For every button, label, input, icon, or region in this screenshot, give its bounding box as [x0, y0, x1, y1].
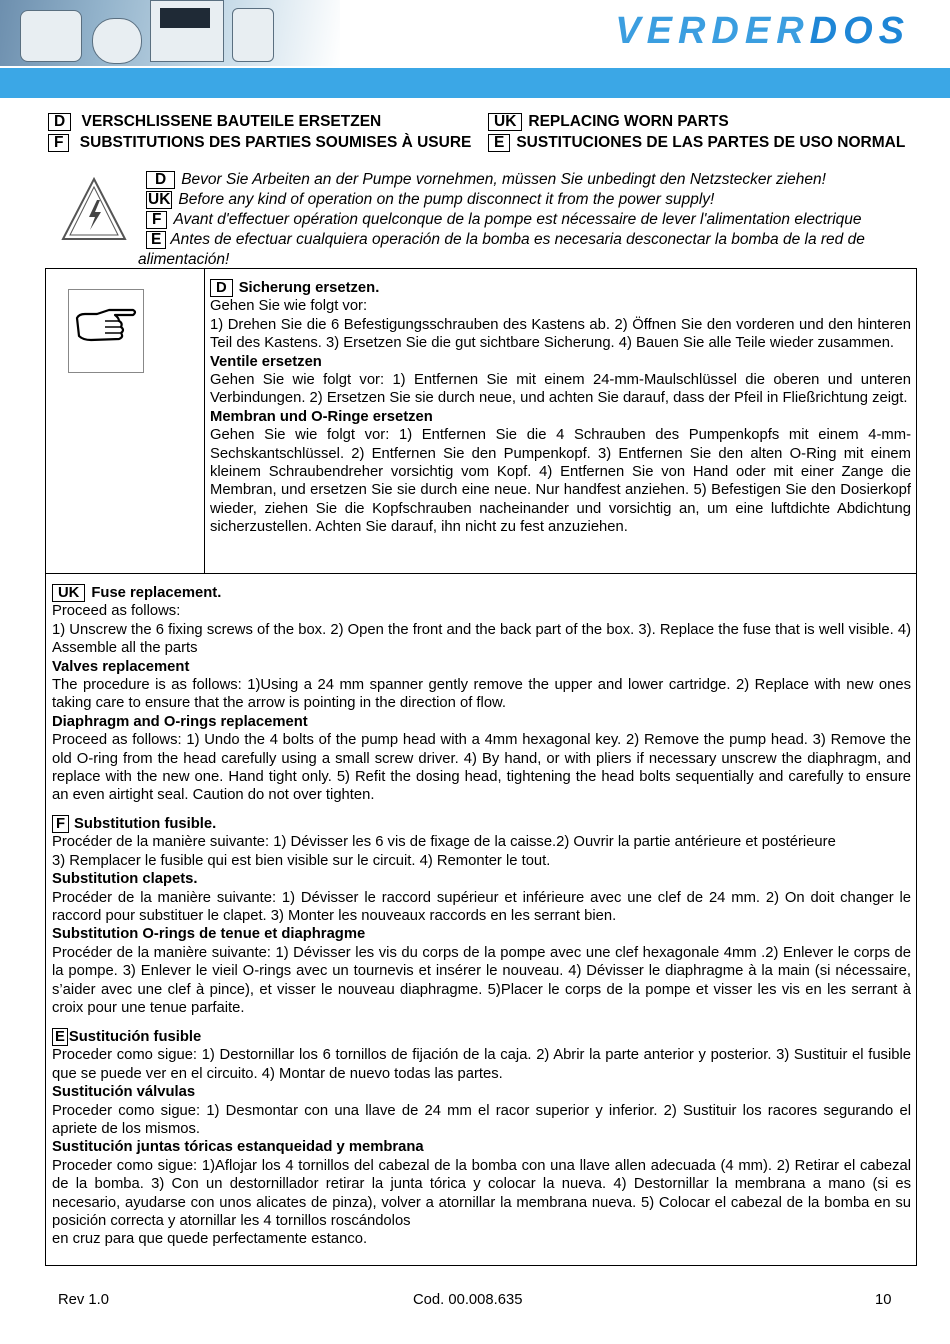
heading-fuse-fr: Substitution fusible.	[74, 816, 217, 832]
lang-tag-es: E	[488, 134, 510, 152]
document-code: Cod. 00.008.635	[413, 1292, 523, 1308]
warning-uk: Before any kind of operation on the pump disconnect it from the power supply!	[178, 191, 715, 208]
heading-diaphragm-uk: Diaphragm and O-rings replacement	[52, 713, 308, 730]
section-de	[210, 279, 911, 537]
heading-diaphragm-fr: Substitution O-rings de tenue et diaphragme	[52, 926, 366, 943]
heading-valves-uk: Valves replacement	[52, 658, 190, 675]
lang-tag-uk: UK	[488, 113, 522, 131]
page-number: 10	[875, 1292, 892, 1308]
lang-tag-fr: F	[146, 211, 167, 229]
section-es	[52, 1028, 911, 1249]
electric-hazard-icon	[60, 176, 128, 242]
lang-tag-es: E	[146, 231, 166, 249]
paragraph: 1) Unscrew the 6 fixing screws of the box. 2) Open the front and the back part of the box. 3). Replace the fuse that is well visible. 4) Assemble all the parts	[52, 621, 911, 657]
heading-diaphragm-es: Sustitución juntas tóricas estanqueidad y membrana	[52, 1139, 424, 1156]
heading-fuse-es: Sustitución fusible	[68, 1029, 202, 1045]
paragraph: Procéder de la manière suivante: 1) Dévisser les 6 vis de fixage de la caisse.2) Ouvrir la partie antérieure et postérieure	[52, 834, 836, 851]
paragraph: Procéder de la manière suivante: 1) Dévisser le raccord supérieur et inférieure avec une clef de 24 mm. 2) On doit changer le raccord pour substituer le clapet. 3) Monter les nouveaux raccords en les serrant bien.	[52, 889, 911, 925]
heading-valves-fr: Substitution clapets.	[52, 871, 198, 888]
lang-tag-de: D	[48, 113, 71, 131]
section-titles	[48, 112, 906, 154]
pointing-hand-icon	[69, 290, 143, 372]
warning-de: Bevor Sie Arbeiten an der Pumpe vornehmen, müssen Sie unbedingt den Netzstecker ziehen!	[181, 171, 826, 188]
lang-tag-uk: UK	[148, 191, 171, 208]
heading-fuse-de: Sicherung ersetzen.	[238, 280, 380, 296]
revision: Rev 1.0	[58, 1292, 109, 1308]
paragraph: Gehen Sie wie folgt vor: 1) Entfernen Sie die 4 Schrauben des Pumpenkopfs mit einem 4-mm-Sechskantschlüssel. 2) Entfernen Sie den Pumpenkopf. 3) Entfernen Sie den alten O-Ring mit einem kleinem Schraubendreher vorsichtig vom Kopf. 4) Entfernen Sie von Hand oder mit einer Zange die Membran, und ersetzen Sie sie durch eine neue. Nur handfest anziehen. 5) Befestigen Sie den Dosierkopf wieder, ziehen Sie die Kopfschrauben nacheinander und vorsichtig an, um eine luftdichte Abdichtung sicherzustellen. Achten Sie darauf, ihn nicht zu fest anzuziehen.	[210, 427, 911, 536]
safety-warnings	[138, 170, 908, 270]
paragraph: Proceder como sigue: 1) Destornillar los 6 tornillos de fijación de la caja. 2) Abrir la parte anterior y posterior. 3) Sustituir el fusible que se puede ver en el circuito. 4) Montar de nuevo todas las partes.	[52, 1047, 911, 1082]
paragraph: Gehen Sie wie folgt vor: 1) Entfernen Sie mit einem 24-mm-Maulschlüssel die oberen und unteren Verbindungen. 2) Ersetzen Sie sie durch neue, und achten Sie darauf, dass der Pfeil in Fließrichtung zeigt.	[210, 372, 911, 407]
header-bar	[0, 68, 950, 98]
paragraph: en cruz para que quede perfectamente estanco.	[52, 1231, 368, 1248]
header-product-photo	[0, 0, 340, 66]
paragraph: The procedure is as follows: 1)Using a 24 mm spanner gently remove the upper and lower cartridge. 2) Replace with new ones taking care to ensure that the arrow is pointing in the direction of flow.	[52, 677, 911, 712]
page-header	[0, 0, 950, 98]
title-es: SUSTITUCIONES DE LAS PARTES DE USO NORMAL	[516, 134, 906, 151]
paragraph: Procéder de la manière suivante: 1) Dévisser les vis du corps de la pompe avec une clef hexagonale 4mm .2) Enlever le corps de la pompe. 3) Enlever le vieil O-rings avec un tournevis et insérer le nouveau. 4) Dévisser le diaphragme à la main (si nécessaire, s’aider avec une clef à pince), et visser le nouveau diaphragme. 5)Placer le corps de la pompe et visser les vis en les serrant à croix pour une tenue parfaite.	[52, 944, 911, 1017]
paragraph: 3) Remplacer le fusible qui est bien visible sur le circuit. 4) Remonter le tout.	[52, 852, 551, 869]
lang-tag-de: D	[210, 279, 233, 297]
heading-fuse-uk: Fuse replacement.	[91, 585, 222, 601]
title-fr: SUBSTITUTIONS DES PARTIES SOUMISES À USURE	[79, 134, 472, 151]
paragraph: 1) Drehen Sie die 6 Befestigungsschrauben des Kastens ab. 2) Öffnen Sie den vorderen und den hinteren Teil des Kastens. 3) Ersetzen Sie die gut sichtbare Sicherung. 4) Bauen Sie alle Teile wieder zusammen.	[210, 316, 911, 352]
section-fr	[52, 815, 911, 1017]
lang-tag-uk: UK	[52, 584, 85, 602]
warning-fr: Avant d'effectuer opération quelconque de la pompe est nécessaire de lever l'alimentation electrique	[173, 211, 862, 228]
heading-valves-es: Sustitución válvulas	[52, 1084, 196, 1101]
paragraph: Proceder como sigue: 1) Desmontar con una llave de 24 mm el racor superior y inferior. 2) Sustituir los racores segurando el apriete de los mismos.	[52, 1102, 911, 1138]
lang-tag-fr: F	[48, 134, 69, 152]
note-box	[68, 289, 144, 373]
warning-es: Antes de efectuar cualquiera operación de la bomba es necesaria desconectar la bomba de la red de	[170, 231, 865, 248]
section-uk	[52, 584, 911, 805]
warning-es-cont: alimentación!	[138, 251, 230, 268]
paragraph: Proceed as follows:	[52, 603, 181, 620]
heading-diaphragm-de: Membran und O-Ringe ersetzen	[210, 408, 433, 425]
paragraph: Proceed as follows: 1) Undo the 4 bolts of the pump head with a 4mm hexagonal key. 2) Remove the pump head. 3) Remove the old O-ring from the head carefully using a small screw driver. 4) By hand, or with pliers if necessary unscrew the diaphragm, and replace with the new one. Hand tight only. 5) Refit the dosing head, tightening the head bolts sequentially and carefully to ensure an even airtight seal. Caution do not over tighten.	[52, 732, 911, 804]
title-de: VERSCHLISSENE BAUTEILE ERSETZEN	[81, 113, 382, 130]
lang-tag-es: E	[52, 1028, 68, 1046]
brand-logo: VERDERDOS	[615, 10, 910, 52]
paragraph: Gehen Sie wie folgt vor:	[210, 298, 368, 315]
lang-tag-de: D	[146, 171, 175, 189]
lang-tag-fr: F	[52, 815, 69, 833]
paragraph: Proceder como sigue: 1)Aflojar los 4 tornillos del cabezal de la bomba con una llave allen adecuada (4 mm). 2) Retirar el cabezal de la bomba. 3) Con un destornillador retirar la junta tórica y colocar la nueva. 4) Destornillar la membrana a mano (si es necesario, ayudarse con unos alicates de pinza), volver a atornillar la membrana nueva. 5) Colocar el cabezal de la bomba en su posición correcta y atornillar les 4 tornillos roscándolos	[52, 1157, 911, 1230]
title-uk: REPLACING WORN PARTS	[528, 113, 729, 130]
heading-valves-de: Ventile ersetzen	[210, 353, 322, 370]
